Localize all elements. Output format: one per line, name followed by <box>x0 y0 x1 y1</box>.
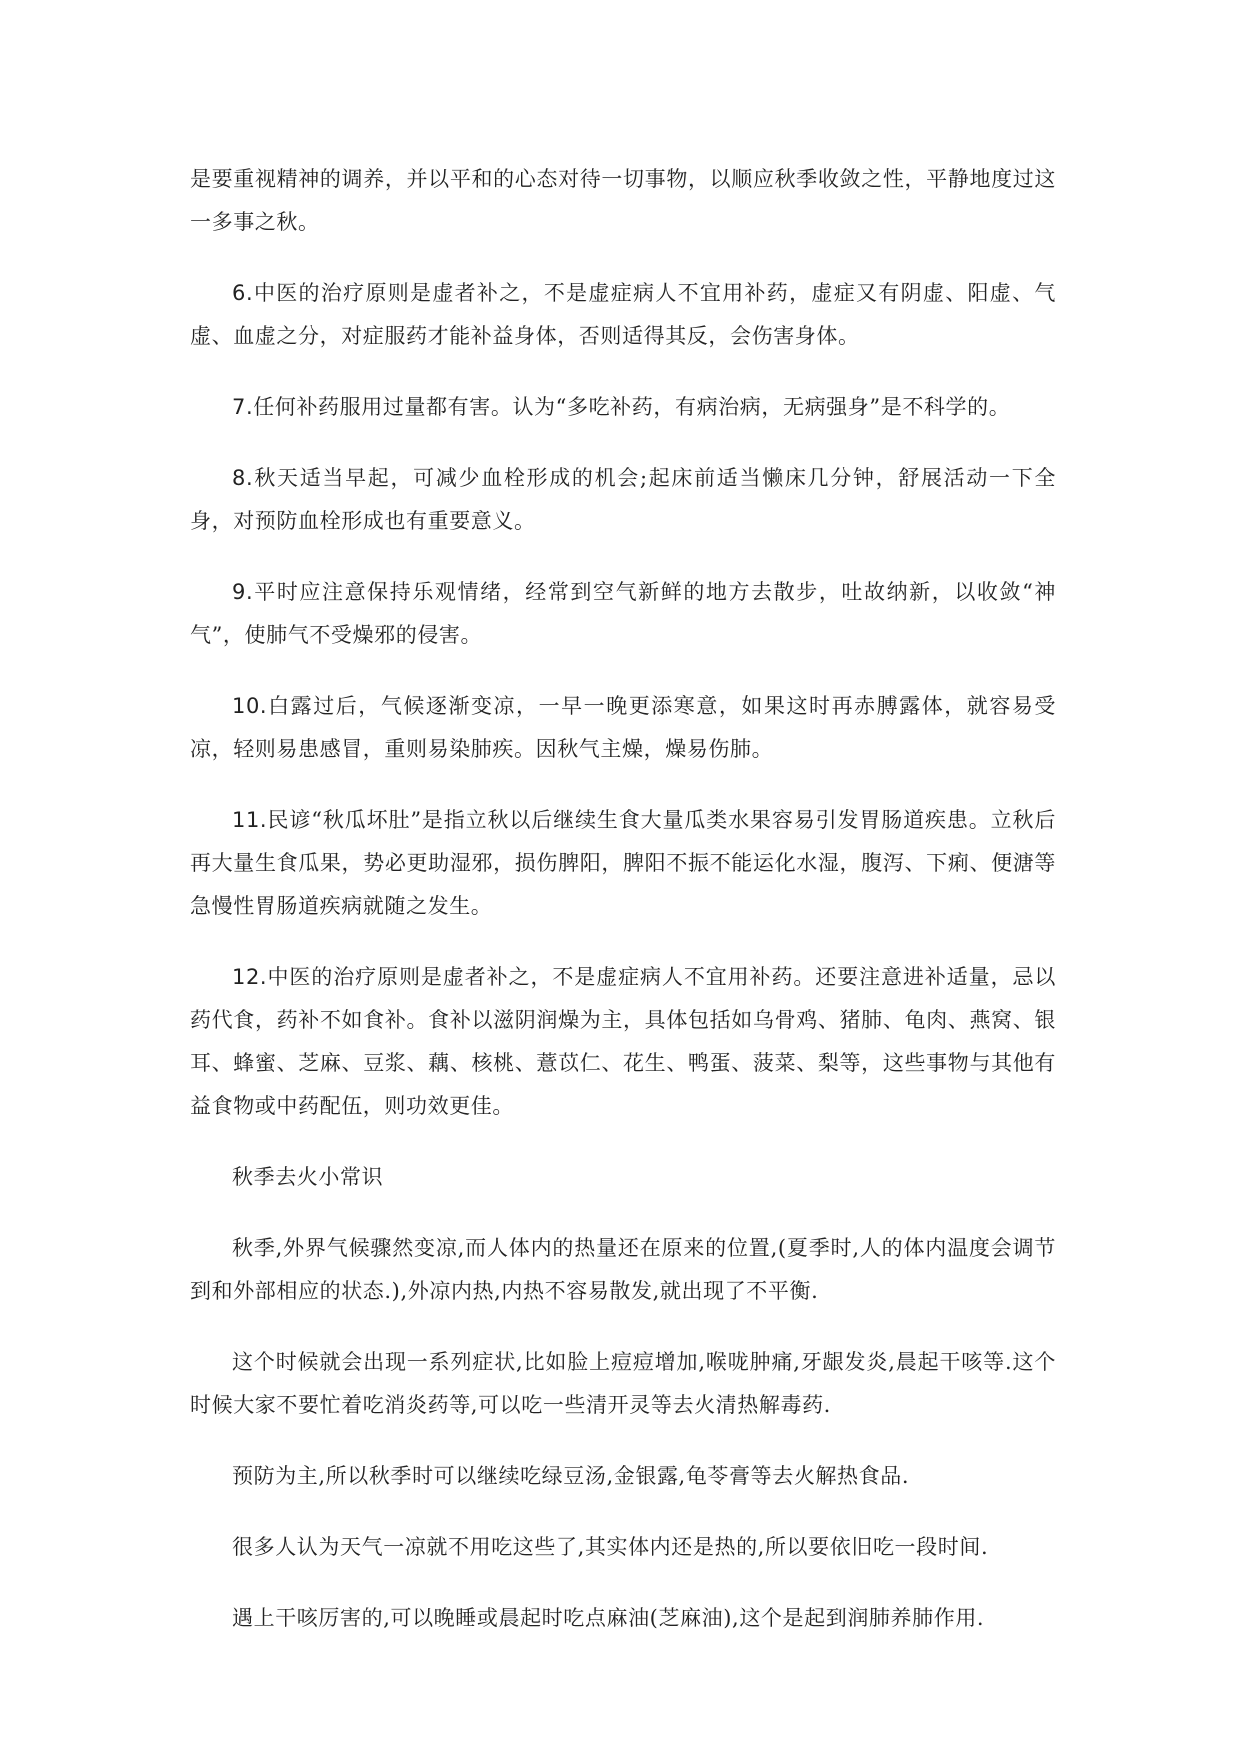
item-number: 12. <box>232 965 268 989</box>
paragraph-text: 任何补药服用过量都有害。认为“多吃补药，有病治病，无病强身”是不科学的。 <box>253 395 1011 419</box>
paragraph-text: 是要重视精神的调养，并以平和的心态对待一切事物，以顺应秋季收敛之性，平静地度过这一多事之秋。 <box>190 167 1056 234</box>
heading-text: 秋季去火小常识 <box>232 1165 384 1189</box>
item-number: 9. <box>232 580 254 604</box>
paragraph-item-6 <box>190 272 1056 358</box>
paragraph-text: 秋季,外界气候骤然变凉,而人体内的热量还在原来的位置,(夏季时,人的体内温度会调节到和外部相应的状态.),外凉内热,内热不容易散发,就出现了不平衡. <box>190 1236 1056 1303</box>
paragraph-fire-1 <box>190 1227 1056 1313</box>
paragraph-text: 预防为主,所以秋季时可以继续吃绿豆汤,金银露,龟苓膏等去火解热食品. <box>232 1464 910 1488</box>
paragraph-text: 平时应注意保持乐观情绪，经常到空气新鲜的地方去散步，吐故纳新，以收敛“神气”，使肺气不受燥邪的侵害。 <box>190 580 1056 647</box>
paragraph-fire-2 <box>190 1341 1056 1427</box>
paragraph-item-11 <box>190 799 1056 928</box>
paragraph-continuation <box>190 158 1056 244</box>
item-number: 6. <box>232 281 254 305</box>
item-number: 11. <box>232 808 268 832</box>
paragraph-fire-5 <box>190 1597 1056 1640</box>
item-number: 7. <box>232 395 254 419</box>
paragraph-fire-3 <box>190 1455 1056 1498</box>
item-number: 8. <box>232 466 254 490</box>
paragraph-text: 这个时候就会出现一系列症状,比如脸上痘痘增加,喉咙肿痛,牙龈发炎,晨起干咳等.这个时候大家不要忙着吃消炎药等,可以吃一些清开灵等去火清热解毒药. <box>190 1350 1056 1417</box>
item-number: 10. <box>232 694 268 718</box>
paragraph-text: 很多人认为天气一凉就不用吃这些了,其实体内还是热的,所以要依旧吃一段时间. <box>232 1535 989 1559</box>
paragraph-item-8 <box>190 457 1056 543</box>
paragraph-item-9 <box>190 571 1056 657</box>
paragraph-fire-4 <box>190 1526 1056 1569</box>
paragraph-item-12 <box>190 956 1056 1128</box>
paragraph-item-10 <box>190 685 1056 771</box>
paragraph-text: 遇上干咳厉害的,可以晚睡或晨起时吃点麻油(芝麻油),这个是起到润肺养肺作用. <box>232 1606 985 1630</box>
paragraph-text: 中医的治疗原则是虚者补之，不是虚症病人不宜用补药。还要注意进补适量，忌以药代食，药补不如食补。食补以滋阴润燥为主，具体包括如乌骨鸡、猪肺、龟肉、燕窝、银耳、蜂蜜、芝麻、豆浆、藕、核桃、薏苡仁、花生、鸭蛋、菠菜、梨等，这些事物与其他有益食物或中药配伍，则功效更佳。 <box>190 965 1056 1118</box>
paragraph-text: 中医的治疗原则是虚者补之，不是虚症病人不宜用补药，虚症又有阴虚、阳虚、气虚、血虚之分，对症服药才能补益身体，否则适得其反，会伤害身体。 <box>190 281 1056 348</box>
paragraph-text: 民谚“秋瓜坏肚”是指立秋以后继续生食大量瓜类水果容易引发胃肠道疾患。立秋后再大量生食瓜果，势必更助湿邪，损伤脾阳，脾阳不振不能运化水湿，腹泻、下痢、便溏等急慢性胃肠道疾病就随之发生。 <box>190 808 1056 918</box>
paragraph-text: 秋天适当早起，可减少血栓形成的机会;起床前适当懒床几分钟，舒展活动一下全身，对预防血栓形成也有重要意义。 <box>190 466 1056 533</box>
paragraph-item-7 <box>190 386 1056 429</box>
section-heading <box>190 1156 1056 1199</box>
document-body <box>190 158 1056 1668</box>
paragraph-text: 白露过后，气候逐渐变凉，一早一晚更添寒意，如果这时再赤膊露体，就容易受凉，轻则易患感冒，重则易染肺疾。因秋气主燥，燥易伤肺。 <box>190 694 1056 761</box>
